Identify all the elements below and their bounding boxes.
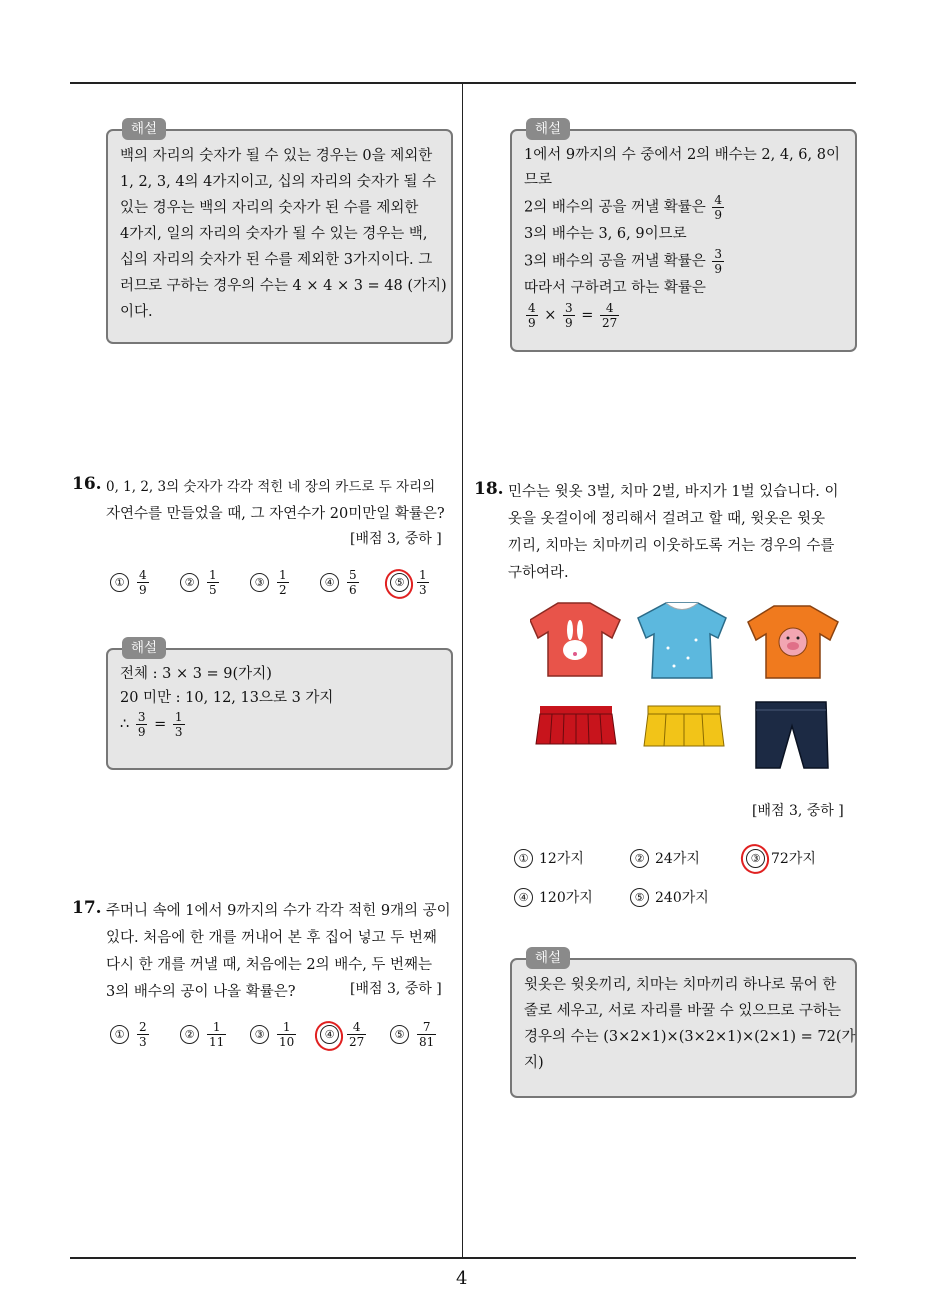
choice-marker: ① [110, 573, 129, 592]
fraction [526, 301, 538, 330]
bottom-rule [70, 1257, 856, 1259]
numerator: 2 [139, 1020, 147, 1034]
question-18-choices-row-1 [514, 848, 862, 868]
question-16-choices [110, 568, 460, 597]
solution-line: 3의 배수는 3, 6, 9이므로 [524, 226, 687, 242]
solution-box-15 [106, 121, 453, 344]
numerator: 4 [347, 1020, 366, 1035]
denominator: 9 [137, 725, 146, 739]
choice-2[interactable] [180, 1020, 250, 1049]
solution-box-18 [510, 950, 857, 1098]
denominator: 6 [349, 583, 357, 597]
question-line: 구하여라. [508, 565, 569, 581]
denominator: 9 [139, 583, 147, 597]
blue-shirt-icon [638, 603, 726, 678]
question-18-choices-row-2 [514, 887, 746, 907]
choice-marker: ⑤ [630, 888, 649, 907]
numerator: 1 [207, 1020, 226, 1035]
choice-5[interactable] [630, 887, 746, 907]
question-number-18: 18. [474, 479, 504, 499]
choice-4[interactable] [514, 887, 630, 907]
choice-marker: ③ [250, 1025, 269, 1044]
choice-1[interactable] [110, 568, 180, 597]
choice-3[interactable] [250, 1020, 320, 1049]
choice-marker: ② [630, 849, 649, 868]
solution-text: 3의 배수의 공을 꺼낼 확률은 [524, 253, 706, 270]
choice-text: 24가지 [655, 851, 700, 867]
choice-3[interactable] [250, 568, 320, 597]
solution-line: 있는 경우는 백의 자리의 숫자가 된 수를 제외한 [120, 200, 419, 216]
solution-tag: 해설 [122, 118, 166, 140]
question-line: 끼리, 치마는 치마끼리 이웃하도록 거는 경우의 수를 [508, 538, 835, 554]
top-rule [70, 82, 856, 84]
solution-line: 지) [524, 1055, 544, 1071]
question-18-meta: [배점 3, 중하 ] [752, 803, 844, 819]
fraction [136, 710, 148, 739]
solution-text: 2의 배수의 공을 꺼낼 확률은 [524, 199, 706, 216]
choice-marker: ① [110, 1025, 129, 1044]
numerator: 7 [417, 1020, 436, 1035]
denominator: 27 [602, 316, 618, 330]
denominator: 81 [419, 1035, 435, 1049]
solution-tag: 해설 [526, 947, 570, 969]
question-line: 민수는 윗옷 3벌, 치마 2벌, 바지가 1벌 있습니다. 이 [508, 484, 839, 500]
question-line: 자연수를 만들었을 때, 그 자연수가 20미만일 확률은? [106, 506, 445, 522]
question-number-17: 17. [72, 898, 102, 918]
choice-fraction [207, 1020, 226, 1049]
numerator: 1 [209, 568, 217, 582]
question-line: 3의 배수의 공이 나올 확률은? [106, 984, 296, 1000]
solution-tag: 해설 [526, 118, 570, 140]
choice-marker: ④ [320, 573, 339, 592]
question-16-text [106, 474, 456, 528]
choice-marker: ④ [514, 888, 533, 907]
solution-line: 1에서 9까지의 수 중에서 2의 배수는 2, 4, 6, 8이 [524, 147, 840, 163]
denominator: 3 [174, 725, 183, 739]
solution-line: 백의 자리의 숫자가 될 수 있는 경우는 0을 제외한 [120, 148, 433, 164]
denominator: 9 [528, 316, 536, 330]
choice-text: 240가지 [655, 890, 709, 906]
column-divider [462, 83, 463, 1258]
page-number: 4 [456, 1268, 468, 1289]
fraction [600, 301, 619, 330]
solution-line: 므로 [524, 172, 553, 188]
numerator: 4 [139, 568, 147, 582]
yellow-skirt-icon [644, 706, 724, 746]
choice-fraction [417, 1020, 436, 1049]
question-line: 옷을 옷걸이에 정리해서 걸려고 할 때, 윗옷은 윗옷 [508, 511, 826, 527]
choice-marker: ① [514, 849, 533, 868]
question-line: 주머니 속에 1에서 9까지의 수가 각각 적힌 9개의 공이 [106, 903, 451, 919]
choice-5[interactable] [390, 568, 460, 597]
choice-marker: ③ [250, 573, 269, 592]
solution-line: 4가지, 일의 자리의 숫자가 될 수 있는 경우는 백, [120, 226, 428, 242]
choice-marker: ⑤ [390, 1025, 409, 1044]
numerator: 5 [349, 568, 357, 582]
numerator: 1 [277, 1020, 296, 1035]
fraction [712, 247, 724, 276]
denominator: 5 [209, 583, 217, 597]
solution-tag: 해설 [122, 637, 166, 659]
solution-line: 윗옷은 윗옷끼리, 치마는 치마끼리 하나로 묶어 한 [524, 977, 837, 993]
solution-line [524, 247, 843, 276]
answer-circle-mark [737, 840, 773, 877]
choice-3[interactable] [746, 848, 862, 868]
solution-line: 러므로 구하는 경우의 수는 4 × 4 × 3 = 48 (가지) [120, 278, 447, 294]
solution-box-16 [106, 640, 453, 770]
equals-sign: = [154, 716, 167, 733]
question-17-choices [110, 1020, 460, 1049]
choice-1[interactable] [514, 848, 630, 868]
equals-sign: = [581, 307, 594, 324]
denominator: 3 [139, 1035, 147, 1049]
numerator: 1 [279, 568, 287, 582]
question-line: 있다. 처음에 한 개를 꺼내어 본 후 집어 넣고 두 번째 [106, 930, 437, 946]
denominator: 2 [279, 583, 287, 597]
orange-shirt-icon [748, 606, 838, 678]
question-18-text [508, 479, 858, 587]
numerator: 1 [419, 568, 427, 582]
choice-2[interactable] [630, 848, 746, 868]
denominator: 11 [209, 1035, 225, 1049]
red-skirt-icon [536, 706, 616, 744]
numerator: 3 [137, 710, 146, 724]
numerator: 3 [565, 301, 573, 315]
navy-pants-icon [756, 702, 828, 768]
solution-line: 경우의 수는 (3×2×1)×(3×2×1)×(2×1) = 72(가 [524, 1029, 856, 1045]
choice-fraction [347, 568, 359, 597]
solution-box-17 [510, 121, 857, 352]
solution-line [120, 710, 439, 739]
numerator: 3 [714, 247, 722, 261]
denominator: 3 [419, 583, 427, 597]
choice-4[interactable] [320, 568, 390, 597]
fraction [712, 193, 724, 222]
denominator: 9 [714, 208, 722, 222]
times-sign: × [544, 307, 557, 324]
therefore-symbol: ∴ [120, 716, 130, 733]
fraction [173, 710, 185, 739]
denominator: 27 [349, 1035, 365, 1049]
solution-line: 이다. [120, 304, 153, 320]
choice-marker: ② [180, 573, 199, 592]
choice-4[interactable] [320, 1020, 390, 1049]
numerator: 4 [600, 301, 619, 316]
solution-line: 1, 2, 3, 4의 4가지이고, 십의 자리의 숫자가 될 수 [120, 174, 437, 190]
choice-fraction [137, 1020, 149, 1049]
solution-line: 따라서 구하려고 하는 확률은 [524, 280, 706, 296]
red-shirt-icon [530, 603, 620, 676]
choice-2[interactable] [180, 568, 250, 597]
denominator: 9 [714, 262, 722, 276]
choice-marker: ⑤ [390, 573, 409, 592]
choice-fraction [277, 1020, 296, 1049]
choice-1[interactable] [110, 1020, 180, 1049]
solution-line: 20 미만 : 10, 12, 13으로 3 가지 [120, 690, 334, 706]
choice-fraction [417, 568, 429, 597]
question-number-16: 16. [72, 474, 102, 494]
question-17-meta: [배점 3, 중하 ] [350, 981, 442, 997]
choice-marker: ② [180, 1025, 199, 1044]
solution-line [524, 193, 843, 222]
choice-text: 72가지 [771, 851, 816, 867]
question-line: 다시 한 개를 꺼낼 때, 처음에는 2의 배수, 두 번째는 [106, 957, 433, 973]
solution-line: 전체 : 3 × 3 = 9(가지) [120, 666, 272, 682]
choice-5[interactable] [390, 1020, 460, 1049]
solution-line: 십의 자리의 숫자가 된 수를 제외한 3가지이다. 그 [120, 252, 433, 268]
clothes-illustration [530, 598, 840, 773]
denominator: 9 [565, 316, 573, 330]
denominator: 10 [279, 1035, 295, 1049]
question-16-meta: [배점 3, 중하 ] [350, 531, 442, 547]
numerator: 4 [528, 301, 536, 315]
choice-fraction [347, 1020, 366, 1049]
choice-fraction [137, 568, 149, 597]
choice-text: 120가지 [539, 890, 593, 906]
choice-fraction [277, 568, 289, 597]
numerator: 4 [714, 193, 722, 207]
choice-text: 12가지 [539, 851, 584, 867]
choice-fraction [207, 568, 219, 597]
numerator: 1 [174, 710, 183, 724]
solution-line: 줄로 세우고, 서로 자리를 바꿀 수 있으므로 구하는 [524, 1003, 842, 1019]
fraction [563, 301, 575, 330]
solution-line [524, 301, 843, 330]
question-line: 0, 1, 2, 3의 숫자가 각각 적힌 네 장의 카드로 두 자리의 [106, 479, 436, 495]
choice-marker: ③ [746, 849, 765, 868]
choice-marker: ④ [320, 1025, 339, 1044]
